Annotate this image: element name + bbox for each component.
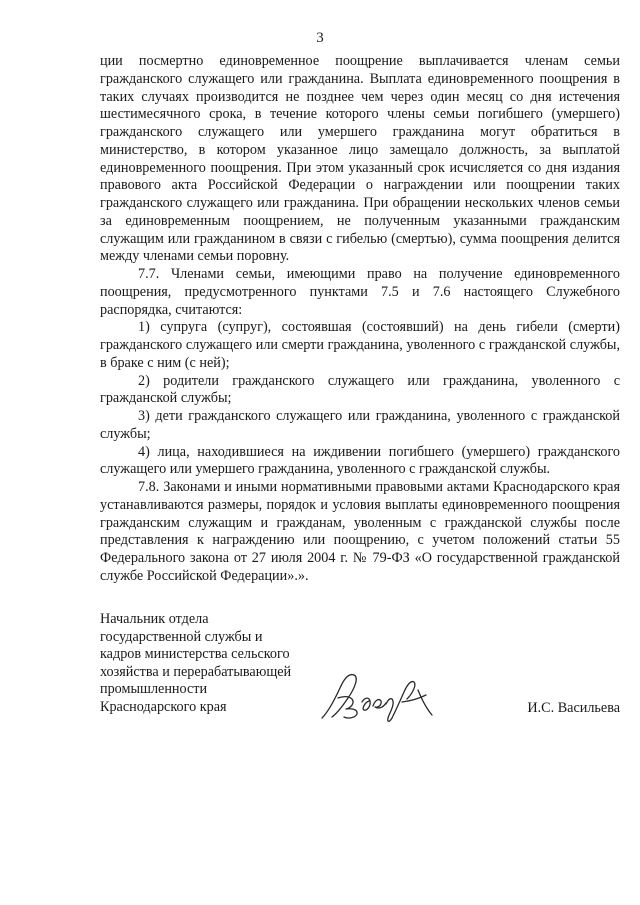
list-item-4: 4) лица, находившиеся на иждивении погибшего (умершего) гражданского служащего или умершего гражданина, уволенного с гражданской службы. — [100, 443, 620, 478]
list-item-2: 2) родители гражданского служащего или гражданина, уволенного с гражданской службы; — [100, 372, 620, 407]
document-body — [100, 53, 620, 586]
signatory-title-line: кадров министерства сельского — [100, 646, 290, 663]
handwritten-signature — [318, 668, 438, 728]
paragraph-7-8: 7.8. Законами и иными нормативными правовыми актами Краснодарского края устанавливаются размеры, порядок и условия выплаты единовременного поощрения гражданским служащим и гражданам, уволенным с гражданской службы после представления к награждению или поощрению, с учетом положений статьи 55 Федерального закона от 27 июля 2004 г. № 79-ФЗ «О государственной гражданской службе Российской Федерации».». — [100, 479, 620, 584]
paragraph-continuation: ции посмертно единовременное поощрение выплачивается членам семьи гражданского служащего или гражданина. Выплата единовременного поощрения в таких случаях производится не позднее чем через один месяц со дня истечения шестимесячного срока, в течение которого члены семьи погибшего (умершего) гражданского служащего или умершего гражданина могут обратиться в министерство, в котором указанное лицо замещало должность, за выплатой единовременного поощрения. При этом указанный срок исчисляется со дня издания правового акта Российской Федерации о награждении или поощрении таких гражданского служащего или гражданина. При обращении нескольких членов семьи за единовременным поощрением, не полученным указанными гражданским служащим или гражданином в связи с гибелью (смертью), сумма поощрения делится между членами семьи поровну. — [100, 53, 620, 265]
signatory-title-line: Начальник отдела — [100, 611, 209, 627]
list-item-1: 1) супруга (супруг), состоявшая (состоявший) на день гибели (смерти) гражданского служащего или смерти гражданина, уволенного с гражданской службы, в браке с ним (с ней); — [100, 319, 620, 371]
signatory-title-line: Краснодарского края — [100, 698, 227, 715]
signatory-title-line: государственной службы и — [100, 628, 263, 645]
paragraph-7-7: 7.7. Членами семьи, имеющими право на получение единовременного поощрения, предусмотренного пунктами 7.5 и 7.6 настоящего Служебного распорядка, считаются: — [100, 266, 620, 318]
signer-name: И.С. Васильева — [527, 700, 620, 716]
page-number: 3 — [316, 30, 324, 46]
signatory-title-line: хозяйства и перерабатывающей — [100, 663, 292, 680]
list-item-3: 3) дети гражданского служащего или гражданина, уволенного с гражданской службы; — [100, 408, 620, 442]
signatory-title-line: промышленности — [100, 681, 208, 698]
